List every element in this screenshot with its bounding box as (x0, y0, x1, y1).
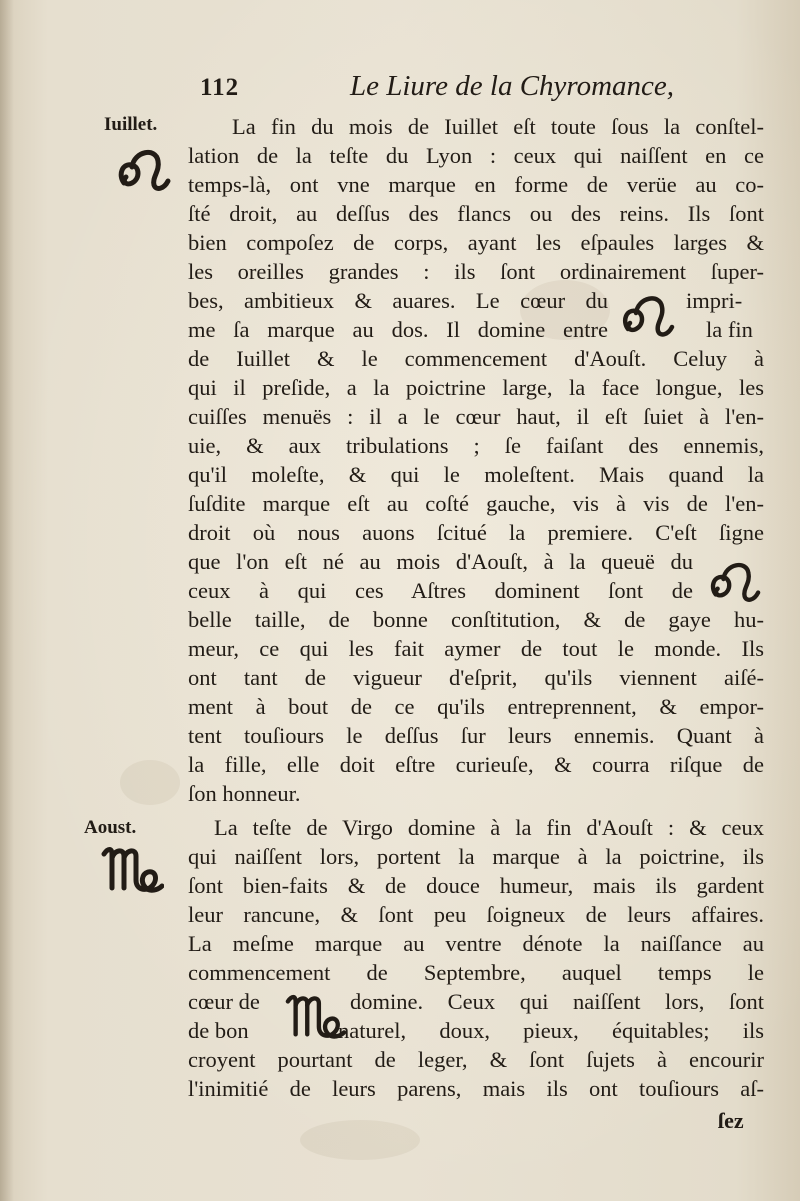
text-line: l'inimitié de leurs parens, mais ils ont touſiours aſ- (188, 1076, 764, 1101)
text-line: temps-là, ont vne marque en forme de verüe au co- (188, 172, 764, 197)
text-line: que l'on eſt né au mois d'Aouſt, à la queuë du (188, 549, 693, 574)
text-line-with-sign (188, 987, 764, 1016)
text-segment: naturel, doux, pieux, équitables; ils (338, 1018, 764, 1043)
page-number: 112 (200, 74, 240, 101)
virgo-sign-icon (284, 986, 346, 1044)
running-title: Le Liure de la Chyromance, (350, 70, 675, 102)
text-line: La meſme marque au ventre dénote la naiſſance au (188, 931, 764, 956)
text-line-with-sign (188, 286, 764, 315)
running-head (200, 70, 680, 106)
text-line: droit où nous auons ſcitué la premiere. C'eſt ſigne (188, 520, 764, 545)
text-segment: domine. Ceux qui naiſſent lors, ſont (350, 989, 764, 1014)
text-line: la fille, elle doit eſtre curieuſe, & courra riſque de (188, 752, 764, 777)
text-line: qui il preſide, a la poictrine large, la face longue, les (188, 375, 764, 400)
text-line: ſon honneur. (188, 781, 301, 806)
text-line: belle taille, de bonne conſtitution, & de gaye hu- (188, 607, 764, 632)
text-line: qui naiſſent lors, portent la marque à la poictrine, ils (188, 844, 764, 869)
text-segment: bes, ambitieux & auares. Le cœur du (188, 288, 608, 313)
leo-sign-icon (708, 557, 762, 605)
virgo-sign-icon (100, 840, 164, 896)
text-line: uie, & aux tribulations ; ſe faiſant des ennemis, (188, 433, 764, 458)
margin-note-aoust: Aoust. (84, 817, 137, 838)
text-line: La fin du mois de Iuillet eſt toute ſous la conſtel- (232, 114, 764, 139)
catchword: ſez (718, 1108, 744, 1133)
text-line: ont tant de vigueur d'eſprit, qu'ils viennent aiſé- (188, 665, 764, 690)
text-line: leur rancune, & ſont peu ſoigneux de leurs affaires. (188, 902, 764, 927)
text-line: de Iuillet & le commencement d'Aouſt. Celuy à (188, 346, 764, 371)
page-edge-shadow (0, 0, 14, 1201)
text-line: ceux à qui ces Aſtres dominent ſont de (188, 578, 693, 603)
text-line: croyent pourtant de leger, & ſont ſujets à encourir (188, 1047, 764, 1072)
text-segment: de bon (188, 1018, 249, 1043)
paper-stain (120, 760, 180, 805)
text-line: tent touſiours le deſſus ſur leurs ennemis. Quant à (188, 723, 764, 748)
leo-sign-icon (116, 145, 172, 193)
text-line-with-sign (188, 315, 764, 344)
text-line: La teſte de Virgo domine à la fin d'Aouſt : & ceux (214, 815, 764, 840)
text-line: ſont bien-faits & de douce humeur, mais ils gardent (188, 873, 764, 898)
text-line-with-sign (188, 1016, 764, 1045)
text-line: ment à bout de ce qu'ils entreprennent, & empor- (188, 694, 764, 719)
text-line: qu'il moleſte, & qui le moleſtent. Mais quand la (188, 462, 764, 487)
paper-stain (300, 1120, 420, 1160)
leo-sign-icon (620, 290, 676, 340)
text-line: ſté droit, au deſſus des flancs ou des reins. Ils ſont (188, 201, 764, 226)
text-line: cuiſſes menuës : il a le cœur haut, il eſt ſuiet à l'en- (188, 404, 764, 429)
text-segment: impri- (686, 288, 743, 313)
text-segment: la fin (706, 317, 753, 342)
text-line: meur, ce qui les fait aymer de tout le monde. Ils (188, 636, 764, 661)
text-line: ſuſdite marque eſt au coſté gauche, vis à vis de l'en- (188, 491, 764, 516)
text-line: les oreilles grandes : ils ſont ordinairement ſuper- (188, 259, 764, 284)
text-segment: cœur de (188, 989, 260, 1014)
text-line: bien compoſez de corps, ayant les eſpaules larges & (188, 230, 764, 255)
text-line: lation de la teſte du Lyon : ceux qui naiſſent en ce (188, 143, 764, 168)
text-line: commencement de Septembre, auquel temps le (188, 960, 764, 985)
margin-note-juillet: Iuillet. (104, 114, 158, 135)
text-segment: me ſa marque au dos. Il domine entre (188, 317, 608, 342)
